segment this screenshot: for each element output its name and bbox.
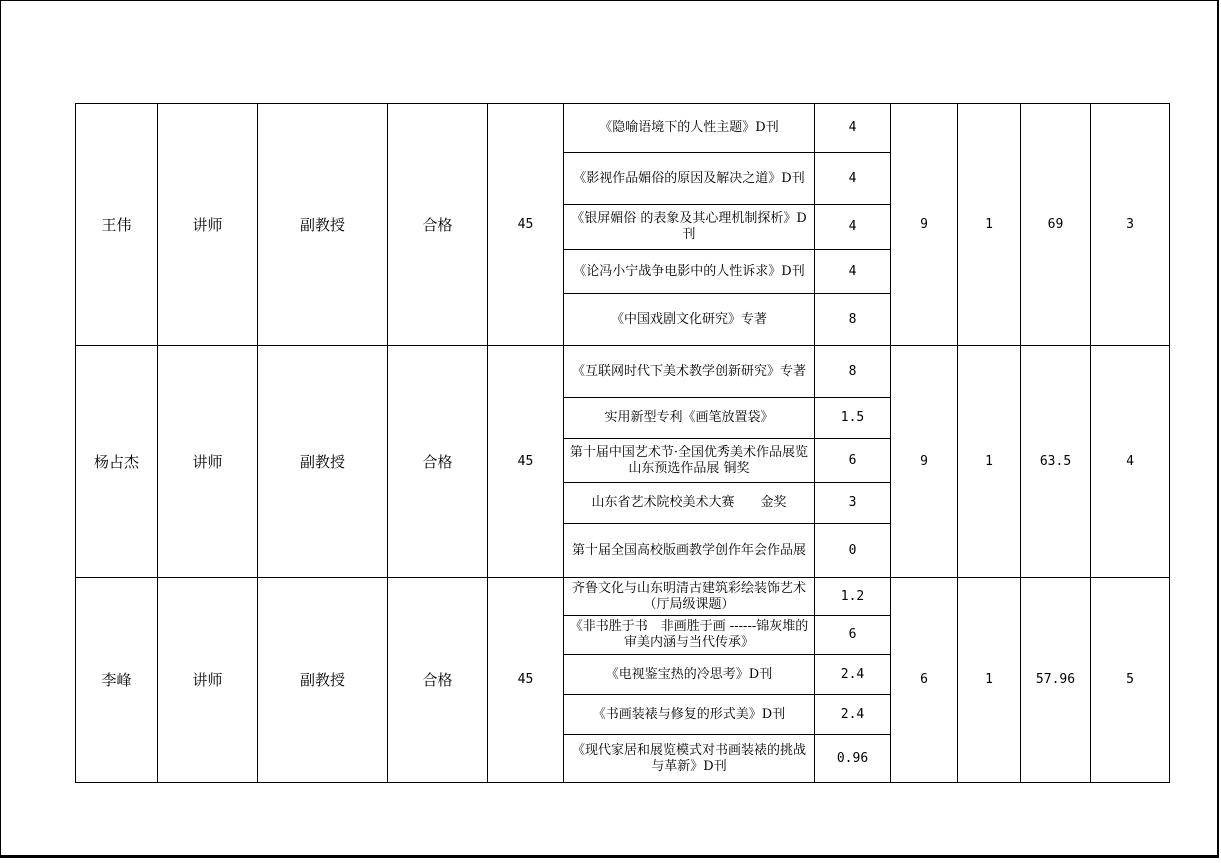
assessment-cell: 合格	[388, 104, 488, 346]
name-cell: 王伟	[76, 104, 158, 346]
work-title-cell: 《隐喻语境下的人性主题》D刊	[564, 104, 815, 153]
work-score-cell: 4	[815, 104, 891, 153]
work-score-cell: 1.5	[815, 398, 891, 439]
applied-title-cell: 副教授	[258, 104, 388, 346]
col-c-cell: 1	[958, 104, 1021, 346]
score-a-cell: 45	[488, 578, 564, 783]
work-score-cell: 6	[815, 439, 891, 483]
current-title-cell: 讲师	[158, 104, 258, 346]
work-title-cell: 实用新型专利《画笔放置袋》	[564, 398, 815, 439]
rank-cell: 4	[1091, 346, 1170, 578]
work-score-cell: 4	[815, 250, 891, 294]
current-title-cell: 讲师	[158, 578, 258, 783]
col-b-cell: 6	[891, 578, 958, 783]
work-title-cell: 《论冯小宁战争电影中的人性诉求》D刊	[564, 250, 815, 294]
work-title-cell: 第十届中国艺术节·全国优秀美术作品展览山东预选作品展 铜奖	[564, 439, 815, 483]
table-row	[76, 346, 1170, 398]
work-score-cell: 4	[815, 205, 891, 250]
applied-title-cell: 副教授	[258, 578, 388, 783]
work-title-cell: 《非书胜于书 非画胜于画 ------锦灰堆的审美内涵与当代传承》	[564, 616, 815, 655]
work-title-cell: 齐鲁文化与山东明清古建筑彩绘装饰艺术（厅局级课题）	[564, 578, 815, 616]
work-title-cell: 《书画装裱与修复的形式美》D刊	[564, 695, 815, 735]
name-cell: 李峰	[76, 578, 158, 783]
work-title-cell: 《影视作品媚俗的原因及解决之道》D刊	[564, 153, 815, 205]
total-cell: 57.96	[1021, 578, 1091, 783]
rank-cell: 5	[1091, 578, 1170, 783]
work-score-cell: 0	[815, 524, 891, 578]
col-c-cell: 1	[958, 578, 1021, 783]
work-title-cell: 《银屏媚俗 的表象及其心理机制探析》D刊	[564, 205, 815, 250]
work-score-cell: 3	[815, 483, 891, 524]
work-score-cell: 6	[815, 616, 891, 655]
total-cell: 69	[1021, 104, 1091, 346]
work-title-cell: 《电视鉴宝热的冷思考》D刊	[564, 655, 815, 695]
work-score-cell: 1.2	[815, 578, 891, 616]
assessment-cell: 合格	[388, 346, 488, 578]
table-row	[76, 578, 1170, 616]
work-score-cell: 2.4	[815, 655, 891, 695]
work-title-cell: 第十届全国高校版画教学创作年会作品展	[564, 524, 815, 578]
col-b-cell: 9	[891, 346, 958, 578]
work-score-cell: 2.4	[815, 695, 891, 735]
col-b-cell: 9	[891, 104, 958, 346]
applied-title-cell: 副教授	[258, 346, 388, 578]
work-title-cell: 山东省艺术院校美术大赛 金奖	[564, 483, 815, 524]
name-cell: 杨占杰	[76, 346, 158, 578]
work-title-cell: 《现代家居和展览模式对书画装裱的挑战与革新》D刊	[564, 735, 815, 783]
assessment-cell: 合格	[388, 578, 488, 783]
rank-cell: 3	[1091, 104, 1170, 346]
score-a-cell: 45	[488, 346, 564, 578]
work-score-cell: 8	[815, 294, 891, 346]
col-c-cell: 1	[958, 346, 1021, 578]
evaluation-table	[75, 103, 1170, 783]
work-score-cell: 4	[815, 153, 891, 205]
table-row	[76, 104, 1170, 153]
score-a-cell: 45	[488, 104, 564, 346]
work-score-cell: 0.96	[815, 735, 891, 783]
work-score-cell: 8	[815, 346, 891, 398]
work-title-cell: 《互联网时代下美术教学创新研究》专著	[564, 346, 815, 398]
work-title-cell: 《中国戏剧文化研究》专著	[564, 294, 815, 346]
current-title-cell: 讲师	[158, 346, 258, 578]
total-cell: 63.5	[1021, 346, 1091, 578]
